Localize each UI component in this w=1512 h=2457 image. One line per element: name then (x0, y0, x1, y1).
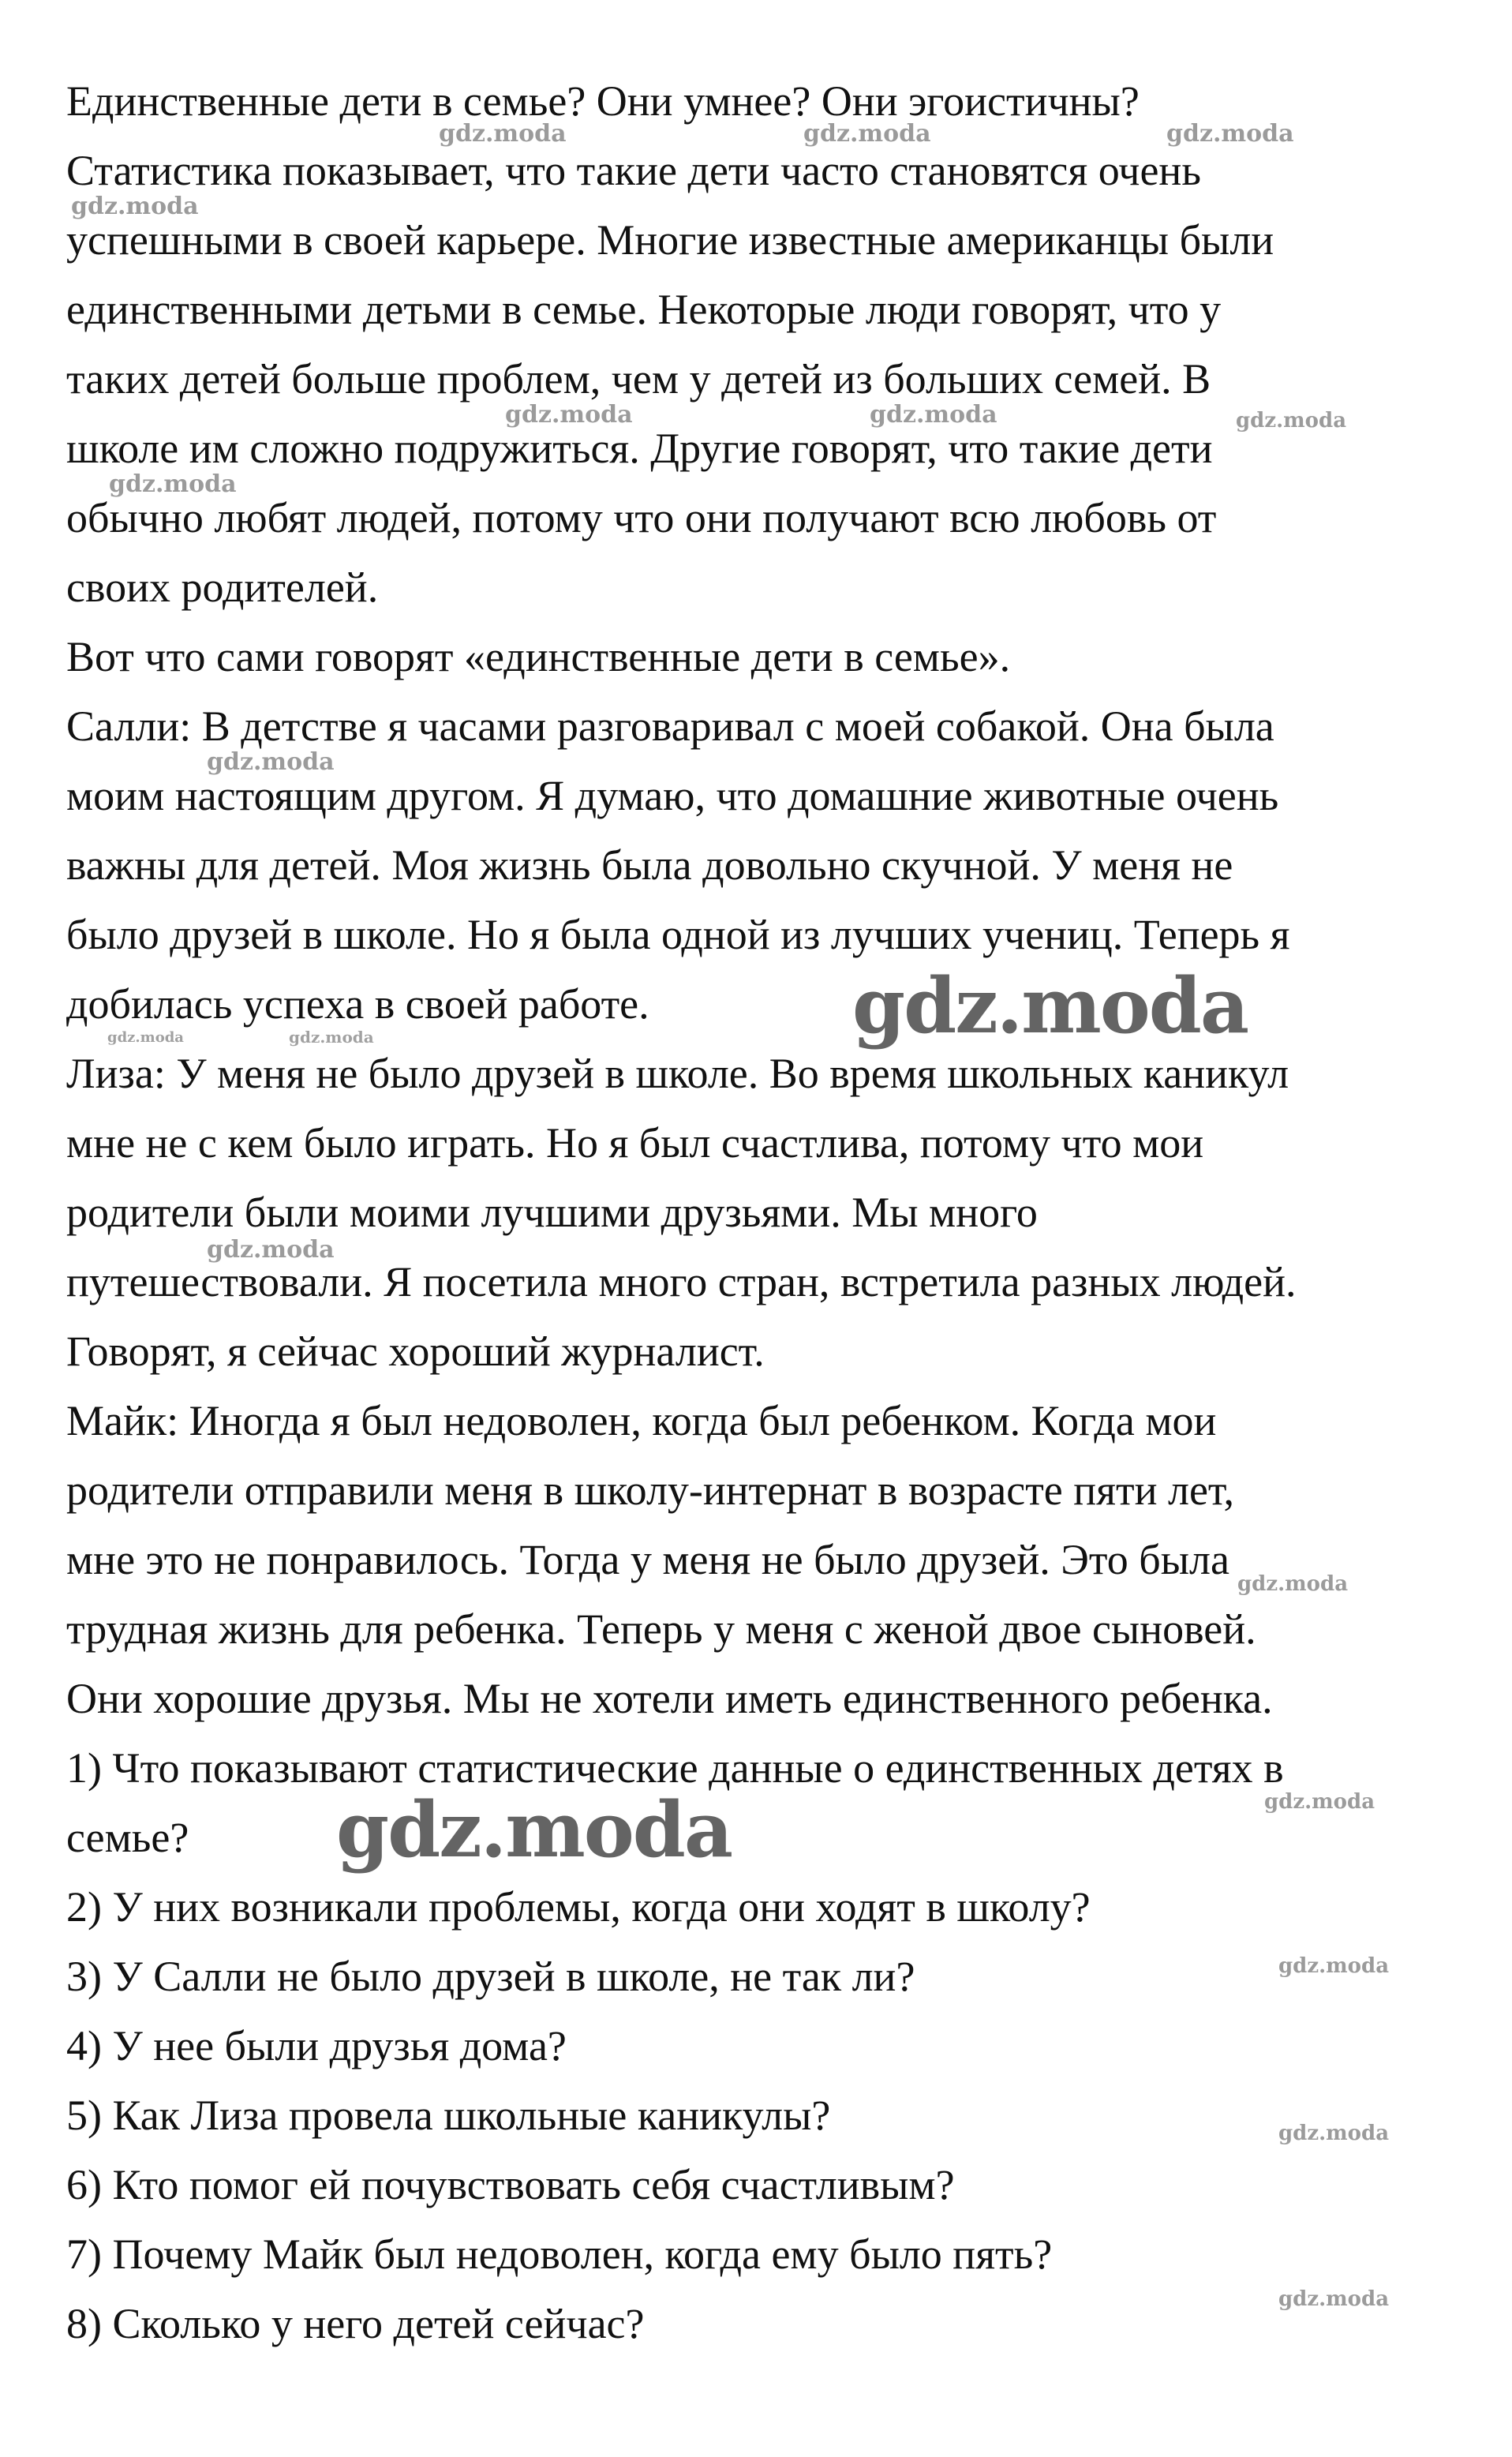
document-body (66, 66, 1455, 2358)
watermark: gdz.moda (1278, 2122, 1390, 2145)
question-line: 6) Кто помог ей почувствовать себя счастливым? (66, 2161, 955, 2208)
text-line: Статистика показывает, что такие дети часто становятся очень (66, 147, 1201, 194)
text-line: родители отправили меня в школу-интернат в возрасте пяти лет, (66, 1466, 1234, 1514)
text-line: добилась успеха в своей работе. (66, 980, 649, 1028)
text-line: своих родителей. (66, 564, 379, 611)
question-line: 5) Как Лиза провела школьные каникулы? (66, 2092, 831, 2139)
text-line: было друзей в школе. Но я была одной из лучших учениц. Теперь я (66, 911, 1290, 958)
text-line: школе им сложно подружиться. Другие говорят, что такие дети (66, 425, 1213, 472)
text-line: Салли: В детстве я часами разговаривал с моей собакой. Она была (66, 702, 1274, 750)
question-line: 1) Что показывают статистические данные о единственных детях в (66, 1744, 1284, 1792)
watermark: gdz.moda (852, 961, 1248, 1051)
watermark: gdz.moda (870, 401, 997, 429)
watermark: gdz.moda (71, 193, 199, 220)
watermark: gdz.moda (439, 120, 567, 148)
text-line: единственными детьми в семье. Некоторые люди говорят, что у (66, 286, 1222, 333)
text-line: путешествовали. Я посетила много стран, встретила разных людей. (66, 1258, 1297, 1305)
question-line: 7) Почему Майк был недоволен, когда ему было пять? (66, 2230, 1053, 2278)
watermark: gdz.moda (289, 1028, 374, 1047)
watermark: gdz.moda (107, 1029, 184, 1046)
question-line: 8) Сколько у него детей сейчас? (66, 2300, 645, 2347)
text-line: Вот что сами говорят «единственные дети в семье». (66, 633, 1011, 680)
text-line: родители были моими лучшими друзьями. Мы много (66, 1189, 1038, 1236)
watermark: gdz.moda (207, 1236, 335, 1264)
text-line: Они хорошие друзья. Мы не хотели иметь единственного ребенка. (66, 1675, 1273, 1722)
text-line: таких детей больше проблем, чем у детей из больших семей. В (66, 355, 1211, 403)
watermark: gdz.moda (505, 401, 633, 429)
text-line: трудная жизнь для ребенка. Теперь у меня с женой двое сыновей. (66, 1605, 1256, 1653)
text-line: Говорят, я сейчас хороший журналист. (66, 1328, 765, 1375)
watermark: gdz.moda (803, 120, 931, 148)
text-line: Лиза: У меня не было друзей в школе. Во время школьных каникул (66, 1050, 1289, 1097)
question-line: 4) У нее были друзья дома? (66, 2022, 567, 2069)
text-line: успешными в своей карьере. Многие известные американцы были (66, 216, 1274, 264)
question-line: семье? (66, 1814, 189, 1861)
watermark: gdz.moda (1166, 120, 1294, 148)
watermark: gdz.moda (1237, 1572, 1349, 1596)
watermark: gdz.moda (1278, 1954, 1390, 1978)
text-line: Единственные дети в семье? Они умнее? Они эгоистичны? (66, 77, 1140, 125)
text-line: мне это не понравилось. Тогда у меня не было друзей. Это была (66, 1536, 1229, 1583)
watermark: gdz.moda (207, 748, 335, 776)
text-line: мне не с кем было играть. Но я был счастлива, потому что мои (66, 1119, 1204, 1167)
watermark: gdz.moda (109, 470, 237, 498)
question-line: 3) У Салли не было друзей в школе, не так ли? (66, 1953, 915, 2000)
watermark: gdz.moda (1236, 409, 1347, 433)
text-line: моим настоящим другом. Я думаю, что домашние животные очень (66, 772, 1279, 819)
watermark: gdz.moda (1278, 2287, 1390, 2311)
text-line: Майк: Иногда я был недоволен, когда был ребенком. Когда мои (66, 1397, 1217, 1444)
watermark: gdz.moda (336, 1785, 732, 1875)
text-line: важны для детей. Моя жизнь была довольно скучной. У меня не (66, 841, 1233, 889)
question-line: 2) У них возникали проблемы, когда они ходят в школу? (66, 1883, 1091, 1931)
text-line: обычно любят людей, потому что они получают всю любовь от (66, 494, 1217, 541)
watermark: gdz.moda (1264, 1790, 1375, 1814)
